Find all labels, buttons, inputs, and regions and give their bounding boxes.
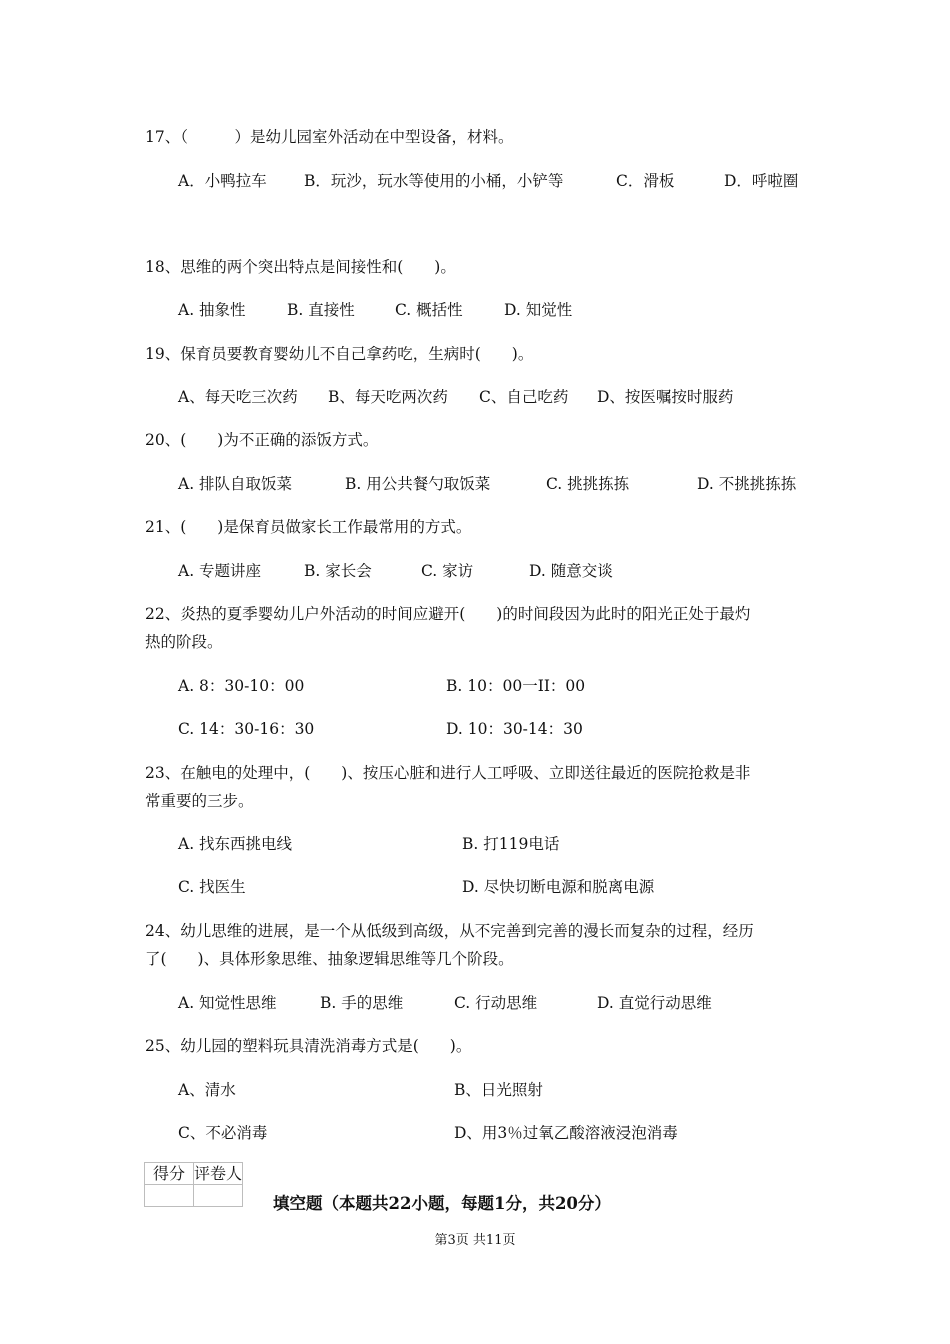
- question-21-option-c: C. 家访: [421, 562, 474, 580]
- question-18-option-a: A. 抽象性: [178, 301, 246, 319]
- question-20-stem: 20、( )为不正确的添饭方式。: [145, 431, 379, 449]
- question-23-stem-cont: 常重要的三步。: [145, 792, 254, 810]
- question-17-option-c: C．滑板: [616, 172, 675, 190]
- question-17-stem: 17、（ ）是幼儿园室外活动在中型设备，材料。: [145, 128, 514, 146]
- question-22-option-c: C. 14：30-16：30: [178, 720, 315, 738]
- section-title: 填空题（本题共22小题，每题1分，共20分）: [273, 1194, 611, 1213]
- reviewer-label: 评卷人: [194, 1164, 243, 1183]
- question-18-option-b: B. 直接性: [287, 301, 355, 319]
- question-21-stem: 21、( )是保育员做家长工作最常用的方式。: [145, 518, 472, 536]
- question-23-stem: 23、在触电的处理中，( )、按压心脏和进行人工呼吸、立即送往最近的医院抢救是非: [145, 764, 751, 782]
- question-19-option-d: D、按医嘱按时服药: [597, 388, 734, 406]
- question-25-stem: 25、幼儿园的塑料玩具清洗消毒方式是( )。: [145, 1037, 472, 1055]
- question-25-option-d: D、用3％过氧乙酸溶液浸泡消毒: [454, 1124, 678, 1142]
- question-25-option-b: B、日光照射: [454, 1081, 543, 1099]
- question-23-option-c: C. 找医生: [178, 878, 246, 896]
- question-20-option-a: A. 排队自取饭菜: [178, 475, 293, 493]
- question-22-option-a: A. 8：30-10：00: [178, 677, 305, 695]
- question-18-stem: 18、思维的两个突出特点是间接性和( )。: [145, 258, 456, 276]
- question-21-option-d: D. 随意交谈: [529, 562, 613, 580]
- score-label: 得分: [145, 1163, 194, 1185]
- question-23-option-d: D. 尽快切断电源和脱离电源: [462, 878, 655, 896]
- question-20-option-d: D. 不挑挑拣拣: [697, 475, 797, 493]
- page-footer: 第3页 共11页: [434, 1233, 516, 1248]
- question-25-option-a: A、清水: [178, 1081, 236, 1099]
- question-24-option-c: C. 行动思维: [454, 994, 538, 1012]
- question-19-option-a: A、每天吃三次药: [178, 388, 298, 406]
- question-19-stem: 19、保育员要教育婴幼儿不自己拿药吃，生病时( )。: [145, 345, 534, 363]
- question-19-option-b: B、每天吃两次药: [328, 388, 448, 406]
- question-17-option-b: B．玩沙，玩水等使用的小桶，小铲等: [304, 172, 564, 190]
- question-18-option-d: D. 知觉性: [504, 301, 573, 319]
- score-cell: [145, 1185, 194, 1207]
- question-23-option-a: A. 找东西挑电线: [178, 835, 293, 853]
- question-19-option-c: C、自己吃药: [479, 388, 569, 406]
- question-17-option-d: D．呼啦圈: [724, 172, 799, 190]
- question-21-option-a: A. 专题讲座: [178, 562, 262, 580]
- question-18-option-c: C. 概括性: [395, 301, 463, 319]
- question-20-option-b: B. 用公共餐勺取饭菜: [345, 475, 491, 493]
- question-24-stem-cont: 了( )、具体形象思维、抽象逻辑思维等几个阶段。: [145, 950, 514, 968]
- question-24-option-d: D. 直觉行动思维: [597, 994, 712, 1012]
- question-22-stem-cont: 热的阶段。: [145, 633, 223, 651]
- reviewer-cell: [194, 1185, 243, 1207]
- question-20-option-c: C. 挑挑拣拣: [546, 475, 630, 493]
- question-17-option-a: A．小鸭拉车: [178, 172, 267, 190]
- question-22-stem: 22、炎热的夏季婴幼儿户外活动的时间应避开( )的时间段因为此时的阳光正处于最灼: [145, 605, 751, 623]
- question-24-stem: 24、幼儿思维的进展，是一个从低级到高级，从不完善到完善的漫长而复杂的过程，经历: [145, 922, 754, 940]
- question-24-option-a: A. 知觉性思维: [178, 994, 277, 1012]
- question-25-option-c: C、不必消毒: [178, 1124, 268, 1142]
- question-24-option-b: B. 手的思维: [320, 994, 404, 1012]
- question-21-option-b: B. 家长会: [304, 562, 372, 580]
- question-23-option-b: B. 打119电话: [462, 835, 560, 853]
- question-22-option-b: B. 10：00一II：00: [446, 677, 586, 695]
- question-22-option-d: D. 10：30-14：30: [446, 720, 583, 738]
- score-box: [144, 1162, 243, 1207]
